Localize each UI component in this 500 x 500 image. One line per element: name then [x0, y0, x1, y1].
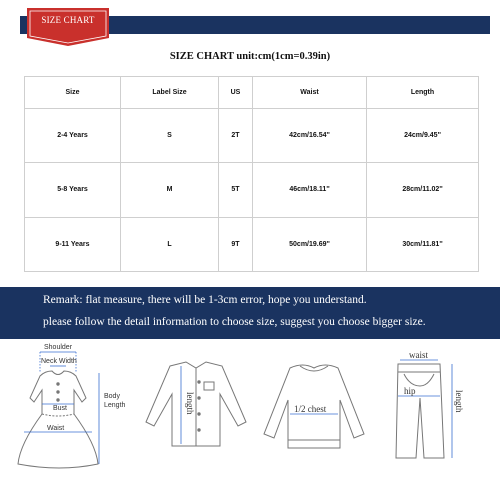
diagram-canvas: [0, 338, 500, 500]
table-header-row: [25, 77, 479, 109]
dress-shoulder-label: Shoulder: [44, 344, 73, 351]
cell-waist: 50cm/19.69'': [253, 217, 367, 271]
cell-us: 2T: [219, 109, 253, 163]
dress-bust-label: Bust: [53, 405, 68, 412]
header-waist: Waist: [253, 77, 367, 109]
dress-length-label: Length: [104, 402, 126, 409]
cell-length: 28cm/11.02'': [367, 163, 479, 217]
dress-neck-label: Neck Width: [41, 358, 77, 365]
cell-length: 30cm/11.81'': [367, 217, 479, 271]
table-row: [25, 163, 479, 217]
table-row: [25, 109, 479, 163]
cell-waist: 42cm/16.54'': [253, 109, 367, 163]
pants-measure-lines: [398, 360, 452, 458]
pants-waist-label: waist: [409, 350, 428, 360]
ribbon-badge-icon: [27, 8, 109, 46]
cell-length: 24cm/9.45'': [367, 109, 479, 163]
cell-waist: 46cm/18.11'': [253, 163, 367, 217]
dress-body-label: Body: [104, 393, 120, 400]
cell-size: 2-4 Years: [25, 109, 121, 163]
dress-waist-label: Waist: [47, 425, 65, 432]
sweater-chest-label: 1/2 chest: [294, 404, 327, 414]
header-size: Size: [25, 77, 121, 109]
header-us: US: [219, 77, 253, 109]
pants-length-label: length: [454, 390, 464, 413]
pants-hip-label: hip: [404, 386, 416, 396]
page-title: SIZE CHART unit:cm(1cm=0.39in): [169, 51, 331, 62]
header-length: Length: [367, 77, 479, 109]
size-table: [24, 76, 479, 272]
shirt-diagram-icon: [146, 362, 246, 446]
dress-diagram-icon: [18, 371, 98, 468]
cell-label-size: S: [121, 109, 219, 163]
table-row: [25, 217, 479, 271]
header-label-size: Label Size: [121, 77, 219, 109]
cell-us: 9T: [219, 217, 253, 271]
pants-diagram-icon: [396, 364, 444, 458]
remark-line-1: Remark: flat measure, there will be 1-3cm error, hope you understand.: [43, 294, 367, 306]
cell-us: 5T: [219, 163, 253, 217]
shirt-length-label: length: [185, 392, 195, 415]
cell-size: 9-11 Years: [25, 217, 121, 271]
cell-label-size: M: [121, 163, 219, 217]
cell-label-size: L: [121, 217, 219, 271]
remark-line-2: please follow the detail information to choose size, suggest you choose bigger size.: [43, 316, 426, 328]
badge-label: SIZE CHART: [41, 15, 95, 25]
measurement-diagrams: [0, 338, 500, 500]
cell-size: 5-8 Years: [25, 163, 121, 217]
